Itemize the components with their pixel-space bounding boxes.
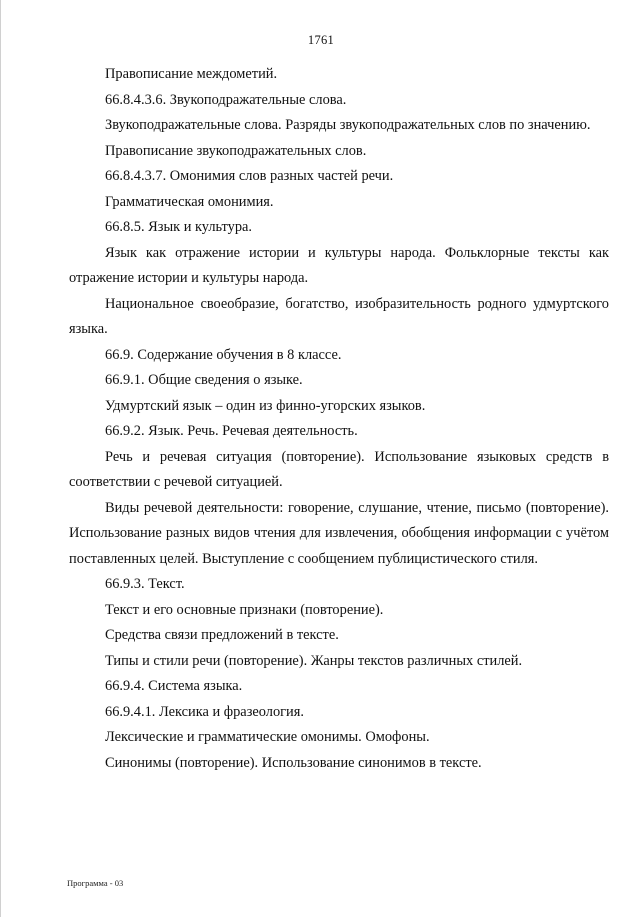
paragraph: Синонимы (повторение). Использование синонимов в тексте. — [105, 754, 482, 771]
section-heading: 66.9. Содержание обучения в 8 классе. — [105, 346, 342, 363]
section-heading: 66.8.5. Язык и культура. — [105, 219, 253, 235]
paragraph: Национальное своеобразие, богатство, изобразительность родного удмуртского языка. — [69, 295, 609, 337]
paragraph: Виды речевой деятельности: говорение, слушание, чтение, письмо (повторение). Использование разных видов чтения для извлечения, обобщения информации с учётом поставленных целей. Выступление с сообщением публицистического стиля. — [69, 499, 609, 567]
paragraph: Текст и его основные признаки (повторение). — [105, 601, 384, 618]
paragraph: Правописание междометий. — [105, 66, 278, 82]
page-body — [69, 62, 609, 776]
section-heading: 66.9.2. Язык. Речь. Речевая деятельность. — [105, 423, 358, 439]
paragraph: Типы и стили речи (повторение). Жанры текстов различных стилей. — [105, 652, 523, 669]
section-heading: 66.9.1. Общие сведения о языке. — [105, 372, 303, 388]
paragraph: Средства связи предложений в тексте. — [105, 627, 339, 643]
paragraph: Язык как отражение истории и культуры народа. Фольклорные тексты как отражение истории и культуры народа. — [69, 244, 609, 286]
paragraph: Грамматическая омонимия. — [105, 193, 274, 210]
page-number: 1761 — [307, 33, 335, 47]
paragraph: Звукоподражательные слова. Разряды звукоподражательных слов по значению. — [105, 117, 591, 133]
section-heading: 66.9.4. Система языка. — [105, 678, 243, 694]
paragraph: Речь и речевая ситуация (повторение). Использование языковых средств в соответствии с речевой ситуацией. — [69, 448, 609, 490]
section-heading: 66.8.4.3.7. Омонимия слов разных частей речи. — [105, 168, 394, 184]
paragraph: Лексические и грамматические омонимы. Омофоны. — [105, 729, 430, 745]
section-heading: 66.8.4.3.6. Звукоподражательные слова. — [105, 91, 347, 108]
paragraph: Удмуртский язык – один из финно-угорских языков. — [105, 397, 426, 414]
footer-label: Программа - 03 — [67, 878, 124, 888]
section-heading: 66.9.4.1. Лексика и фразеология. — [105, 703, 304, 720]
section-heading: 66.9.3. Текст. — [105, 576, 185, 592]
paragraph: Правописание звукоподражательных слов. — [105, 142, 367, 159]
